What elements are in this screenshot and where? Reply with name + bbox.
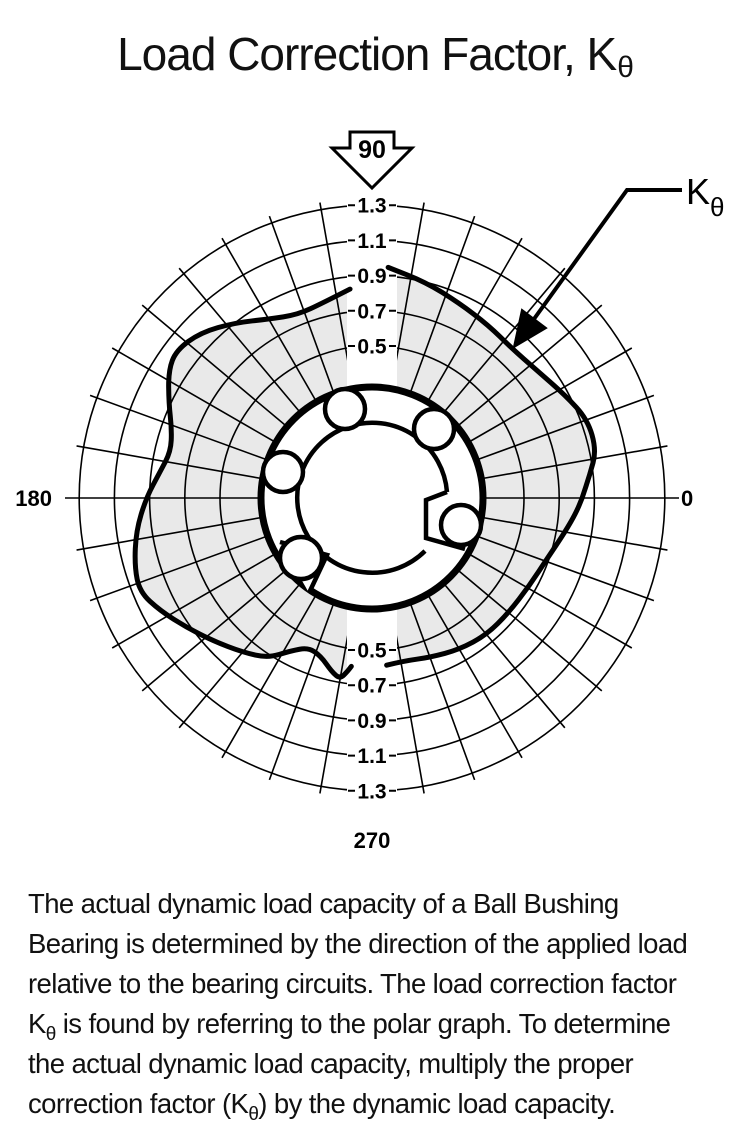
radial-tick-label: 0.5 (357, 335, 387, 359)
radial-tick-label: 1.3 (357, 780, 387, 804)
bearing-ball-icon (280, 537, 322, 579)
bearing-ball-icon (263, 452, 303, 492)
callout-label: $K_\theta$ (686, 171, 725, 222)
polar-chart-canvas (0, 100, 750, 872)
radial-tick-label: 0.9 (357, 265, 387, 289)
caption-line: Bearing is determined by the direction of the applied load (28, 928, 688, 959)
page-title-subscript: θ (617, 51, 633, 84)
polar-chart (0, 100, 750, 872)
callout-leader-line (534, 190, 682, 319)
radial-tick-label: 0.9 (357, 709, 387, 733)
radial-tick-label: 0.7 (357, 300, 387, 324)
bearing-ball-icon (325, 389, 365, 429)
angle-label-180: 180 (15, 486, 52, 511)
page-title (0, 0, 750, 100)
bearing-illustration (261, 387, 483, 609)
caption-line: correction factor $(K_\theta)$ by the dynamic load capacity. (28, 1088, 616, 1125)
caption-line: relative to the bearing circuits. The load correction factor (28, 968, 677, 999)
caption-line: $K_\theta$ is found by referring to the polar graph. To determine (28, 1008, 671, 1045)
page-title-text: Load Correction Factor, K (117, 28, 617, 80)
radial-tick-label: 0.7 (357, 674, 387, 698)
caption-line: The actual dynamic load capacity of a Ball Bushing (28, 888, 619, 919)
caption-line: the actual dynamic load capacity, multiply the proper (28, 1048, 634, 1079)
load-direction-arrow (332, 132, 412, 188)
radial-tick-label: 1.3 (357, 194, 387, 218)
angle-label-0: 0 (681, 486, 694, 511)
radial-tick-label: 1.1 (357, 745, 387, 769)
bearing-ball-icon (414, 409, 454, 449)
bearing-ball-icon (441, 505, 481, 545)
angle-label-270: 270 (353, 828, 391, 853)
k-theta-callout (514, 171, 724, 347)
caption-paragraph (0, 872, 750, 1125)
radial-tick-label: 1.1 (357, 229, 387, 253)
radial-tick-label: 0.5 (357, 639, 387, 663)
arrow-angle-label: 90 (358, 136, 386, 164)
